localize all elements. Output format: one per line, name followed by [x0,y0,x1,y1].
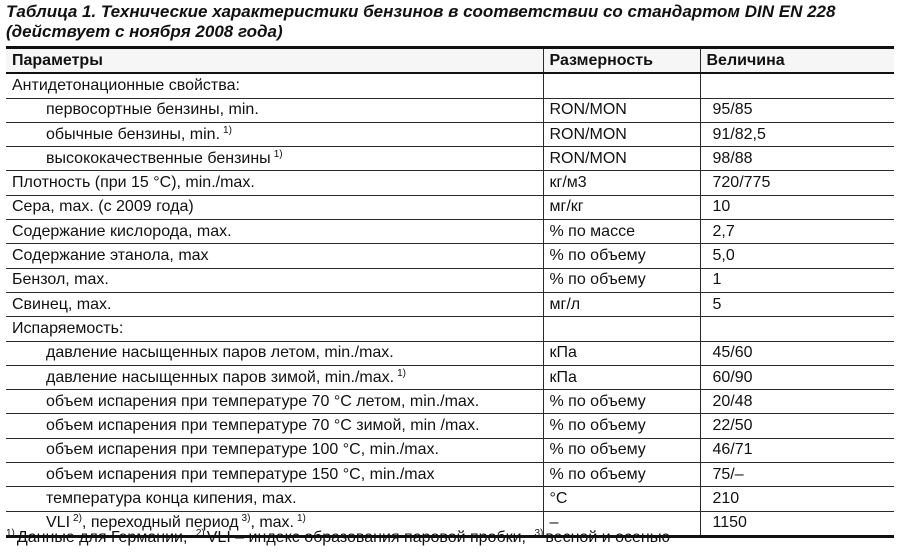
cell-parameter [6,292,543,316]
parameter-text: давление насыщенных паров летом, min./max. [46,344,394,362]
parameter-text: объем испарения при температуре 70 °С летом, min./max. [46,392,480,410]
caption-line-2: (действует с ноября 2008 года) [6,22,283,41]
parameter-text: Бензол, max. [12,271,109,289]
footnote-text: весной и осенью [545,529,671,546]
table-row [6,438,894,462]
cell-parameter [6,122,543,146]
column-header-value: Величина [700,48,894,74]
cell-value: 95/85 [700,98,894,122]
cell-value: 22/50 [700,414,894,438]
cell-unit: кПа [543,365,700,389]
table-row [6,317,894,341]
cell-parameter [6,438,543,462]
cell-unit: % по объему [543,390,700,414]
cell-parameter [6,487,543,511]
footnote-ref: 1) [273,148,283,160]
table-row [6,341,894,365]
footnotes [6,527,894,549]
table-row [6,463,894,487]
cell-unit: % по объему [543,438,700,462]
cell-parameter [6,268,543,292]
parameter-text: Антидетонационные свойства: [12,76,240,94]
footnote-ref: 1) [397,367,407,379]
parameter-text: объем испарения при температуре 70 °С зимой, min /max. [46,417,480,435]
cell-value: 720/775 [700,171,894,195]
parameter-text: Содержание этанола, max [12,247,209,265]
parameter-text: Испаряемость: [12,319,124,337]
cell-parameter [6,147,543,171]
table-row [6,487,894,511]
cell-value: 75/– [700,463,894,487]
parameter-text: объем испарения при температуре 100 °С, min./max. [46,441,439,459]
cell-parameter [6,341,543,365]
parameter-text: давление насыщенных паров зимой, min./max. [46,368,395,386]
footnote-ref: 1) [223,124,232,136]
table-row [6,98,894,122]
cell-value: 5,0 [700,244,894,268]
cell-value [700,317,894,341]
cell-parameter [6,414,543,438]
parameter-text: Сера, max. (с 2009 года) [12,198,194,216]
cell-unit: °С [543,487,700,511]
cell-value: 2,7 [700,220,894,244]
parameter-text: , max. [250,514,294,532]
cell-value [700,73,894,98]
parameter-text: объем испарения при температуре 150 °С, min./max [46,465,435,483]
table-row [6,195,894,219]
table-row [6,390,894,414]
footnote-ref: 2) [73,513,82,525]
table-row [6,268,894,292]
cell-value: 98/88 [700,147,894,171]
cell-unit: кг/м3 [543,171,700,195]
cell-value: 1150 [700,511,894,536]
parameter-text: VLI [46,514,71,532]
parameter-text: обычные бензины, min. [46,125,221,143]
parameter-text: высококачественные бензины [46,149,271,167]
cell-value: 60/90 [700,365,894,389]
table-row [6,365,894,389]
table-row [6,73,894,98]
cell-parameter [6,463,543,487]
cell-parameter [6,365,543,389]
cell-parameter [6,390,543,414]
cell-unit [543,317,700,341]
cell-value: 20/48 [700,390,894,414]
cell-parameter [6,171,543,195]
gasoline-spec-table [6,46,894,538]
parameter-text: первосортные бензины, min. [46,101,259,119]
parameter-text: , переходный период [81,514,239,532]
cell-parameter [6,220,543,244]
footnote-ref: 1) [297,513,306,525]
cell-value: 1 [700,268,894,292]
footnote-ref: 3) [241,513,251,525]
document-page [6,0,894,553]
parameter-text: Содержание кислорода, max. [12,222,232,240]
footnote-text: Данные для Германии, [16,529,188,546]
table-header-row [6,48,894,74]
footnote-mark: 1) [6,528,15,539]
parameter-text: Свинец, max. [12,295,112,313]
cell-parameter [6,244,543,268]
table-row [6,171,894,195]
table-row [6,414,894,438]
cell-unit: % по объему [543,463,700,487]
cell-value: 10 [700,195,894,219]
table-row [6,122,894,146]
column-header-parameters: Параметры [6,48,543,74]
parameter-text: Плотность (при 15 °С), min./max. [12,174,255,192]
footnote-text: VLI – индекс образования паровой пробки, [206,529,526,546]
cell-unit: RON/MON [543,147,700,171]
cell-value: 210 [700,487,894,511]
cell-unit: мг/кг [543,195,700,219]
table-caption [6,0,894,42]
table-row [6,220,894,244]
cell-unit: % по объему [543,244,700,268]
cell-value: 5 [700,292,894,316]
footnote-mark: 2) [195,528,205,539]
cell-unit [543,73,700,98]
column-header-units: Размерность [543,48,700,74]
cell-unit: % по объему [543,414,700,438]
cell-unit: – [543,511,700,536]
cell-parameter [6,317,543,341]
cell-unit: RON/MON [543,122,700,146]
table-body [6,73,894,536]
cell-unit: кПа [543,341,700,365]
cell-unit: % по массе [543,220,700,244]
cell-unit: мг/л [543,292,700,316]
caption-line-1: Таблица 1. Технические характеристики бензинов в соответствии со стандартом DIN EN 228 [6,2,836,21]
table-row [6,147,894,171]
cell-parameter [6,195,543,219]
cell-value: 91/82,5 [700,122,894,146]
cell-unit: RON/MON [543,98,700,122]
cell-parameter [6,98,543,122]
table-row [6,244,894,268]
cell-parameter [6,73,543,98]
cell-unit: % по объему [543,268,700,292]
parameter-text: температура конца кипения, max. [46,489,297,507]
footnote-mark: 3) [534,528,544,539]
cell-value: 46/71 [700,438,894,462]
cell-value: 45/60 [700,341,894,365]
table-row [6,292,894,316]
